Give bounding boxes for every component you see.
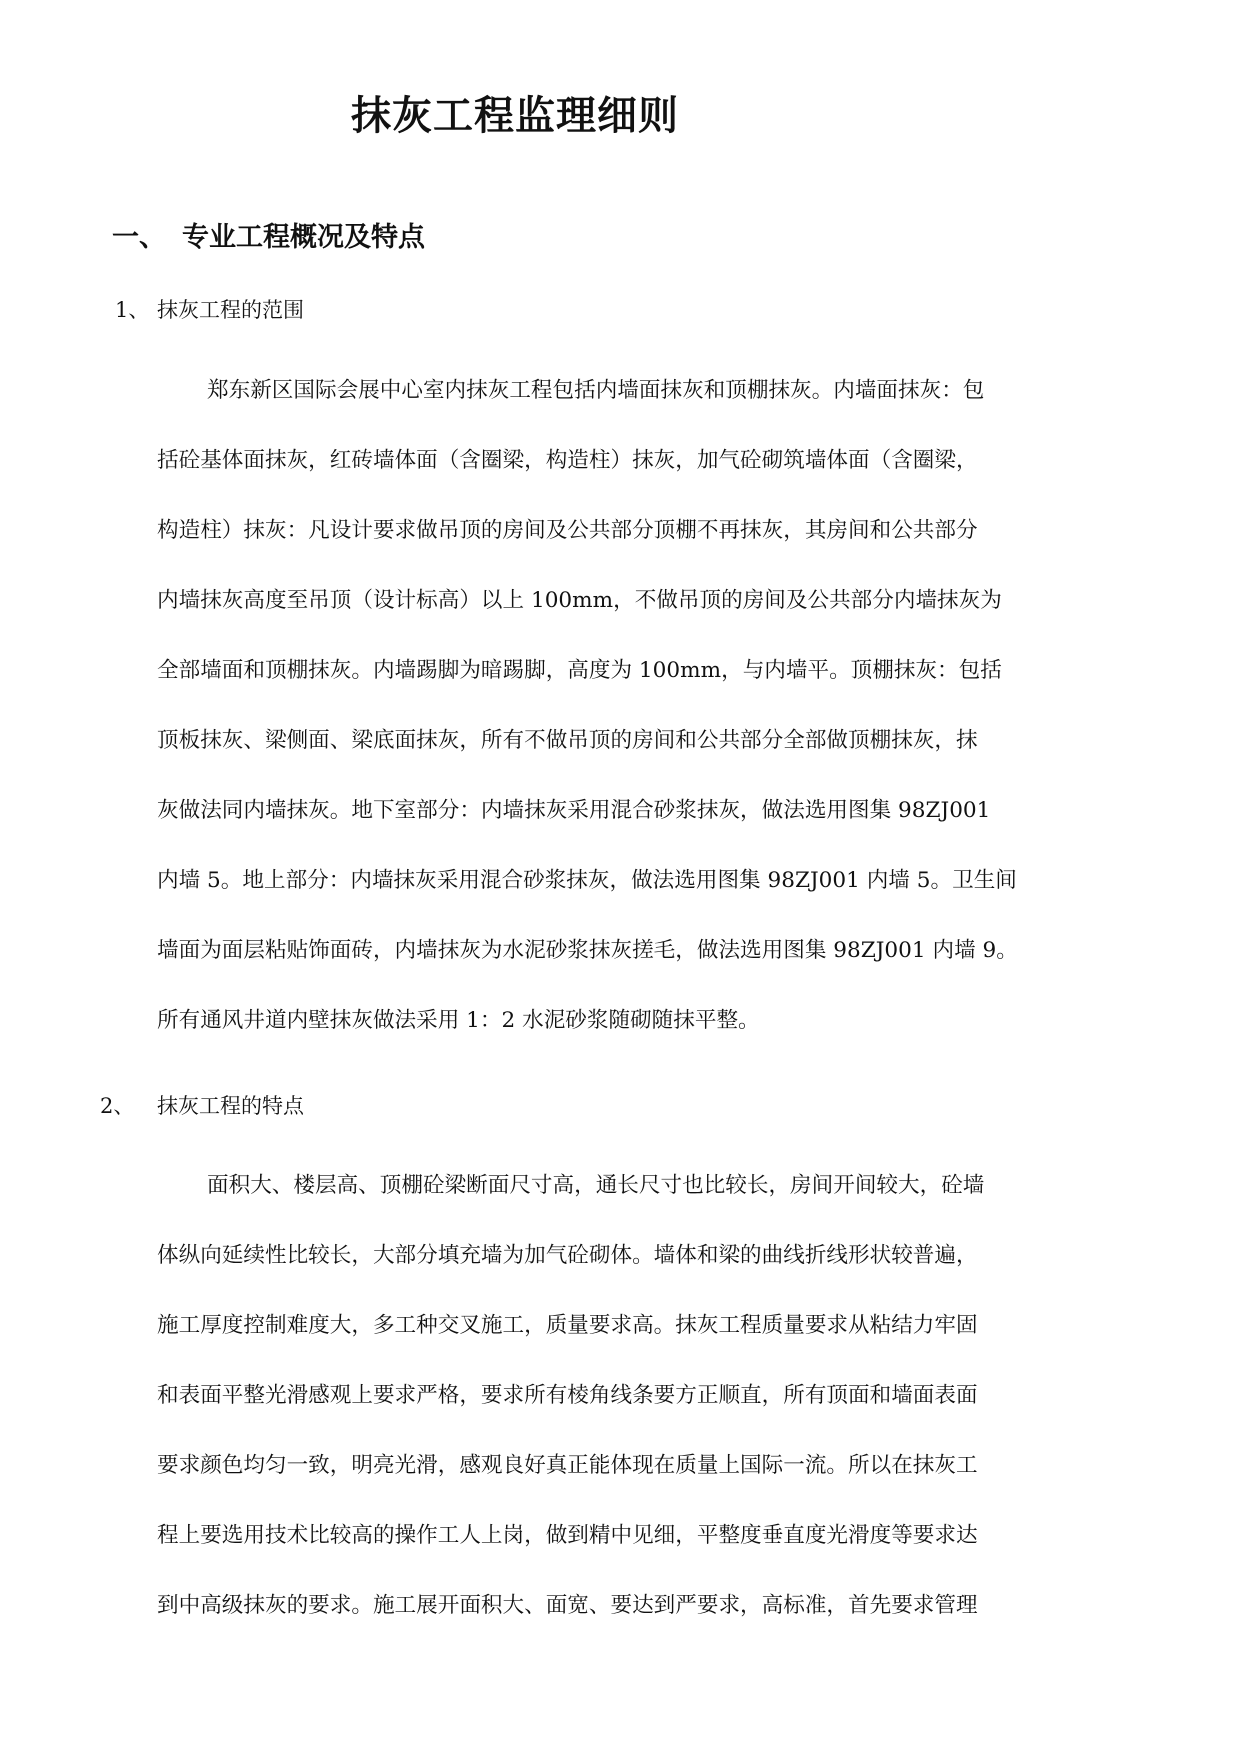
paragraph-features xyxy=(157,1171,1101,1661)
paragraph-line: 墙面为面层粘贴饰面砖，内墙抹灰为水泥砂浆抹灰搓毛，做法选用图集 98ZJ001 内墙 9。 xyxy=(157,938,1018,963)
paragraph-line: 要求颜色均匀一致，明亮光滑，感观良好真正能体现在质量上国际一流。所以在抹灰工 xyxy=(157,1453,978,1478)
section-heading xyxy=(112,218,425,258)
paragraph-scope xyxy=(157,376,1101,1076)
paragraph-line: 内墙抹灰高度至吊顶（设计标高）以上 100mm，不做吊顶的房间及公共部分内墙抹灰为 xyxy=(157,588,1002,613)
paragraph-line: 程上要选用技术比较高的操作工人上岗，做到精中见细，平整度垂直度光滑度等要求达 xyxy=(157,1523,978,1548)
subheading-label: 抹灰工程的特点 xyxy=(157,1094,304,1118)
document-title: 抹灰工程监理细则 xyxy=(351,93,679,139)
paragraph-line: 括砼基体面抹灰，红砖墙体面（含圈梁，构造柱）抹灰，加气砼砌筑墙体面（含圈梁， xyxy=(157,448,978,473)
paragraph-line: 灰做法同内墙抹灰。地下室部分：内墙抹灰采用混合砂浆抹灰，做法选用图集 98ZJ001 xyxy=(157,798,991,823)
paragraph-line: 郑东新区国际会展中心室内抹灰工程包括内墙面抹灰和顶棚抹灰。内墙面抹灰：包 xyxy=(207,378,985,403)
paragraph-line: 和表面平整光滑感观上要求严格，要求所有棱角线条要方正顺直，所有顶面和墙面表面 xyxy=(157,1383,978,1408)
paragraph-line: 全部墙面和顶棚抹灰。内墙踢脚为暗踢脚，高度为 100mm，与内墙平。顶棚抹灰：包括 xyxy=(157,658,1002,683)
section-number: 一、 xyxy=(112,222,166,253)
paragraph-line: 所有通风井道内壁抹灰做法采用 1：2 水泥砂浆随砌随抹平整。 xyxy=(157,1008,760,1033)
subheading-number: 1、 xyxy=(115,298,150,322)
paragraph-line: 面积大、楼层高、顶棚砼梁断面尺寸高，通长尺寸也比较长，房间开间较大，砼墙 xyxy=(207,1173,985,1198)
paragraph-line: 顶板抹灰、梁侧面、梁底面抹灰，所有不做吊顶的房间和公共部分全部做顶棚抹灰，抹 xyxy=(157,728,978,753)
paragraph-line: 构造柱）抹灰：凡设计要求做吊顶的房间及公共部分顶棚不再抹灰，其房间和公共部分 xyxy=(157,518,978,543)
subheading-label: 抹灰工程的范围 xyxy=(157,298,304,322)
section-title: 专业工程概况及特点 xyxy=(182,222,425,253)
subheading-number: 2、 xyxy=(100,1094,135,1118)
paragraph-line: 体纵向延续性比较长，大部分填充墙为加气砼砌体。墙体和梁的曲线折线形状较普遍， xyxy=(157,1243,978,1268)
paragraph-line: 内墙 5。地上部分：内墙抹灰采用混合砂浆抹灰，做法选用图集 98ZJ001 内墙 5。卫生间 xyxy=(157,868,1017,893)
paragraph-line: 施工厚度控制难度大，多工种交叉施工，质量要求高。抹灰工程质量要求从粘结力牢固 xyxy=(157,1313,978,1338)
paragraph-line: 到中高级抹灰的要求。施工展开面积大、面宽、要达到严要求，高标准，首先要求管理 xyxy=(157,1593,978,1618)
